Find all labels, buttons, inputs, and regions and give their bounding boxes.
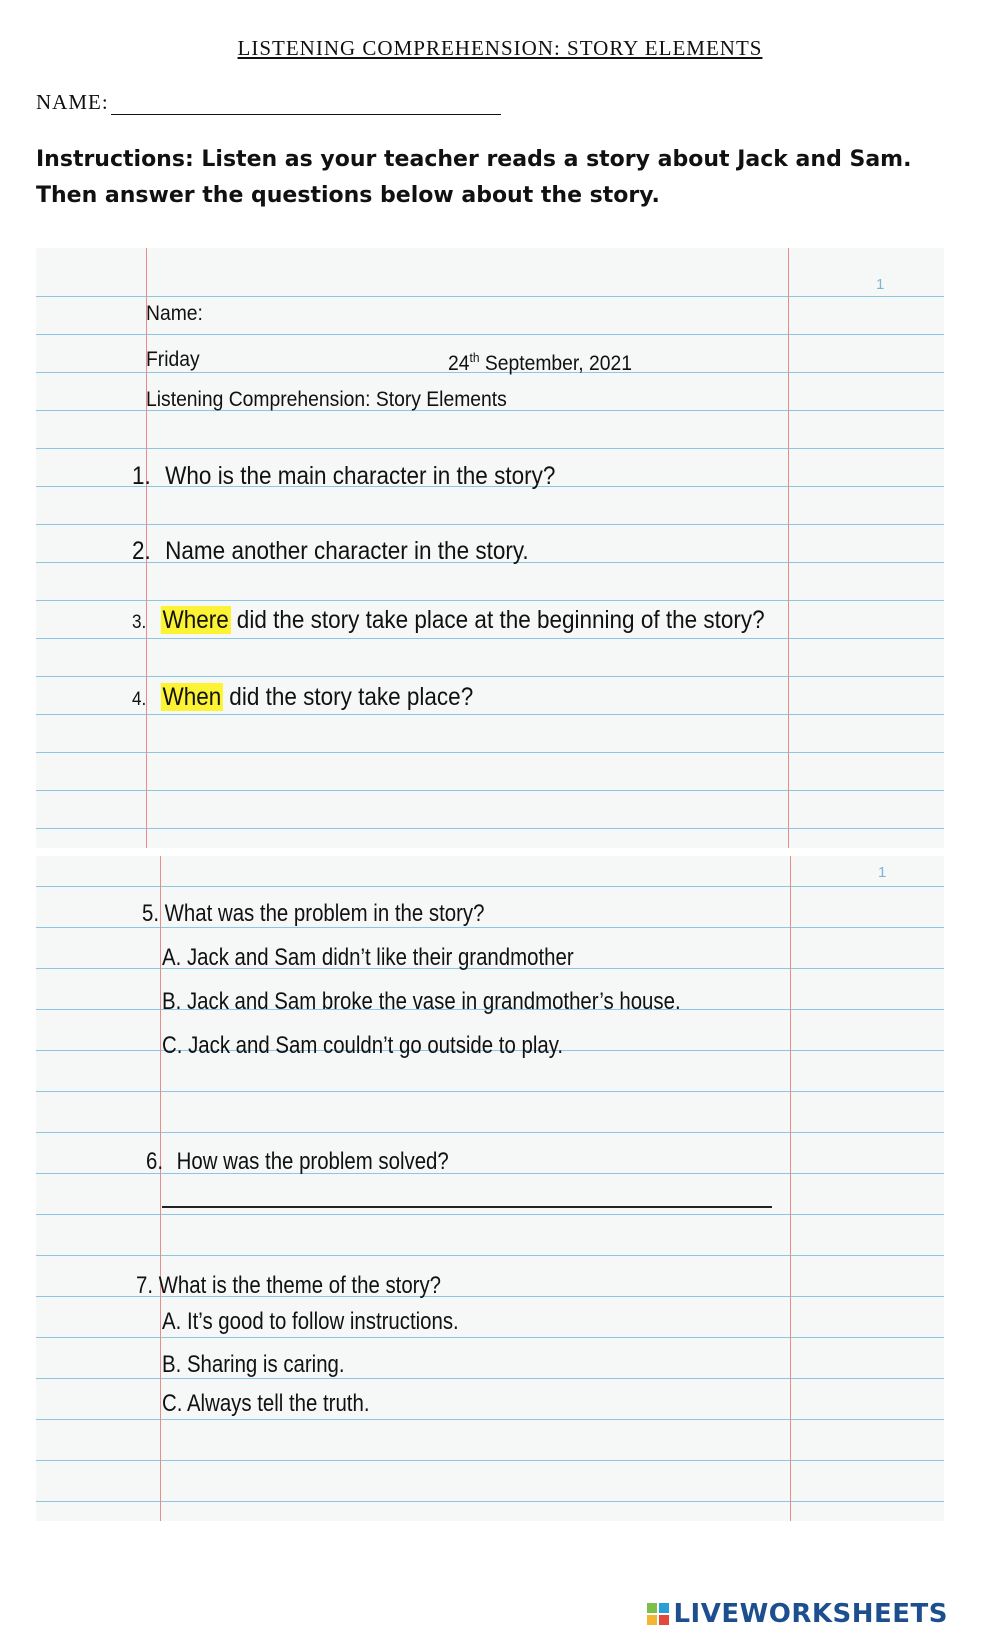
q5-option-c[interactable]: C. Jack and Sam couldn’t go outside to play.: [162, 1032, 564, 1059]
question-4: 4. When did the story take place?: [132, 683, 474, 711]
page-number: 1: [876, 276, 885, 293]
question-7: 7. What is the theme of the story?: [136, 1272, 442, 1299]
question-1: 1. Who is the main character in the story?: [132, 462, 556, 490]
ruled-line: [36, 1132, 944, 1133]
liveworksheets-logo: [647, 1599, 948, 1629]
q6-answer-line[interactable]: [162, 1206, 772, 1208]
notebook-page-1: [36, 248, 944, 848]
ruled-line: [36, 1337, 944, 1338]
ruled-line: [36, 638, 944, 639]
ruled-line: [36, 1091, 944, 1092]
right-margin-line: [790, 856, 791, 1521]
q7-option-b[interactable]: B. Sharing is caring.: [162, 1351, 345, 1378]
logo-icon: [647, 1603, 669, 1625]
ruled-line: [36, 334, 944, 335]
ruled-line: [36, 1460, 944, 1461]
ruled-line: [36, 1419, 944, 1420]
sheet-name-label: Name:: [146, 302, 203, 325]
q5-option-a[interactable]: A. Jack and Sam didn’t like their grandmother: [162, 944, 574, 971]
right-margin-line: [788, 248, 789, 848]
name-blank[interactable]: [111, 94, 501, 115]
q5-option-b[interactable]: B. Jack and Sam broke the vase in grandmother’s house.: [162, 988, 681, 1015]
ruled-line: [36, 886, 944, 887]
ruled-line: [36, 1214, 944, 1215]
ruled-line: [36, 600, 944, 601]
highlight-when: When: [162, 683, 222, 711]
sheet-date: 24th September, 2021: [448, 350, 632, 375]
worksheet-title: LISTENING COMPREHENSION: STORY ELEMENTS: [237, 36, 763, 60]
ruled-line: [36, 1255, 944, 1256]
question-2: 2. Name another character in the story.: [132, 537, 529, 565]
instructions: Instructions: Listen as your teacher reads a story about Jack and Sam. Then answer the questions below about the story.: [36, 147, 912, 208]
sheet-subject: Listening Comprehension: Story Elements: [146, 388, 507, 411]
ruled-line: [36, 714, 944, 715]
question-3: 3. Where did the story take place at the beginning of the story?: [132, 606, 765, 634]
left-margin-line: [160, 856, 161, 1521]
ruled-line: [36, 676, 944, 677]
sheet-day: Friday: [146, 348, 200, 371]
q7-option-a[interactable]: A. It’s good to follow instructions.: [162, 1308, 459, 1335]
ruled-line: [36, 448, 944, 449]
name-label: NAME:: [36, 90, 109, 114]
ruled-line: [36, 828, 944, 829]
question-6: 6. How was the problem solved?: [146, 1148, 449, 1175]
ruled-line: [36, 1501, 944, 1502]
highlight-where: Where: [162, 606, 229, 634]
page-number: 1: [878, 864, 887, 881]
q7-option-c[interactable]: C. Always tell the truth.: [162, 1390, 370, 1417]
name-row: [36, 90, 501, 115]
ruled-line: [36, 752, 944, 753]
notebook-page-2: [36, 856, 944, 1521]
ruled-line: [36, 524, 944, 525]
brand-name: LIVEWORKSHEETS: [673, 1599, 948, 1629]
ruled-line: [36, 296, 944, 297]
question-5: 5. What was the problem in the story?: [142, 900, 485, 927]
ruled-line: [36, 790, 944, 791]
